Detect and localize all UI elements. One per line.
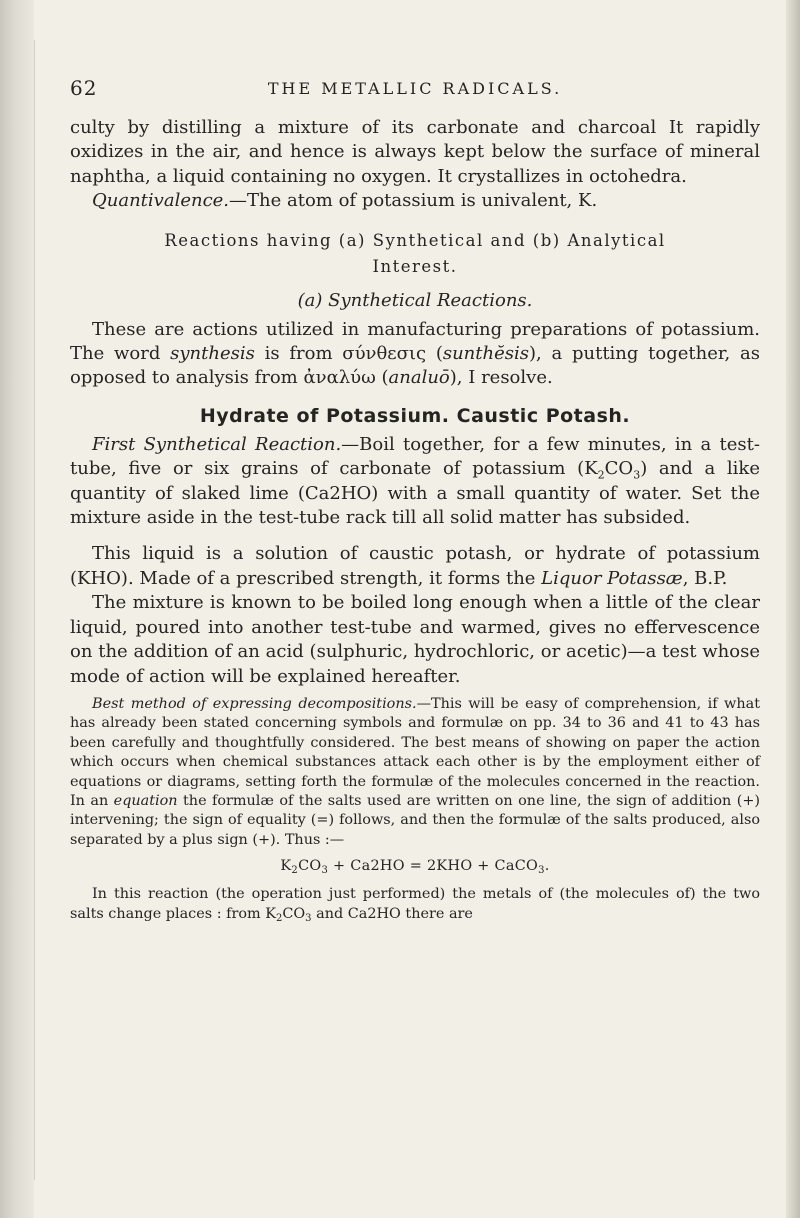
title-hydrate-of-potassium: Hydrate of Potassium. Caustic Potash. bbox=[199, 404, 631, 427]
greek-analyo: ἀναλύω bbox=[303, 367, 376, 389]
best-method-label: Best method of expressing decompositions. bbox=[92, 695, 417, 712]
quantivalence-label: Quantivalence. bbox=[92, 190, 230, 212]
liquor-potassae: Liquor Potassæ bbox=[541, 567, 683, 589]
page-gutter-shadow bbox=[0, 0, 34, 1218]
running-title: THE METALLIC RADICALS. bbox=[267, 79, 563, 98]
section-heading-line2: Interest. bbox=[372, 256, 458, 276]
synthesis-word: synthesis bbox=[170, 343, 255, 365]
subsection-heading: (a) Synthetical Reactions. bbox=[297, 289, 533, 311]
paragraph-reaction-explanation: In this reaction (the operation just performed) the metals of (the molecules of) the two salts change places : from $K_2CO_3$ and Ca2HO there are bbox=[70, 886, 760, 924]
paragraph-synthesis: These are actions utilized in manufacturing preparations of potassium. The word synthesis is from σύνθεσις (sunthĕsis), a putting together, as opposed to analysis from ἀναλύω (analuō), I resolve. bbox=[70, 318, 760, 389]
section-heading-line1: Reactions having (a) Synthetical and (b) Analytical bbox=[164, 230, 666, 250]
first-reaction-label: First Synthetical Reaction. bbox=[92, 433, 342, 455]
page-header bbox=[70, 76, 760, 102]
page-edge-shadow bbox=[786, 0, 800, 1218]
paragraph-effervescence-test: The mixture is known to be boiled long enough when a little of the clear liquid, poured into another test-tube and warmed, gives no effervescence on the addition of an acid (sulphuric, hydrochloric, or acetic)—a test whose mode of action will be explained hereafter. bbox=[70, 592, 760, 687]
paragraph-caustic-potash: This liquid is a solution of caustic potash, or hydrate of potassium (KHO). Made of a prescribed strength, it forms the Liquor Potassæ, B.P. bbox=[70, 543, 760, 589]
translit-analuo: analuō bbox=[388, 367, 450, 389]
greek-synthesis: σύνθεσις bbox=[342, 343, 427, 365]
paragraph-first-reaction: First Synthetical Reaction.—Boil together, for a few minutes, in a test-tube, five or six grains of carbonate of potassium $(K_2CO_3)$ and a like quantity of slaked lime (Ca2HO) with a small quantity of water. Set the mixture aside in the test-tube rack till all solid matter has subsided. bbox=[70, 433, 760, 529]
paragraph-quantivalence bbox=[70, 189, 760, 213]
text-column bbox=[70, 116, 760, 928]
margin-rule bbox=[34, 40, 35, 1180]
chemical-equation: $K_2CO_3 + Ca2HO = 2KHO$ + CaCO$_3$. bbox=[280, 858, 550, 877]
translit-synthesis: sunthĕsis bbox=[442, 343, 529, 365]
page-number: 62 bbox=[70, 76, 98, 100]
paragraph-best-method: Best method of expressing decompositions.—This will be easy of comprehension, if what has already been stated concerning symbols and formulæ on pp. 34 to 36 and 41 to 43 has been carefully and thoughtfully considered. The best means of showing on paper the action which occurs when chemical substances attack each other is by the employment either of equations or diagrams, setting forth the formulæ of the molecules concerned in the reaction. In an equation the formulæ of the salts used are written on one line, the sign of addition (+) intervening; the sign of equality (=) follows, and then the formulæ of the salts produced, also separated by a plus sign (+). Thus :— bbox=[70, 695, 761, 848]
paragraph-intro: culty by distilling a mixture of its carbonate and charcoal It rapidly oxidizes in the air, and hence is always kept below the surface of mineral naphtha, a liquid containing no oxygen. It crystallizes in octohedra. bbox=[70, 117, 760, 187]
equation-word: equation bbox=[113, 792, 178, 809]
quantivalence-text: —The atom of potassium is univalent, K. bbox=[229, 190, 598, 212]
